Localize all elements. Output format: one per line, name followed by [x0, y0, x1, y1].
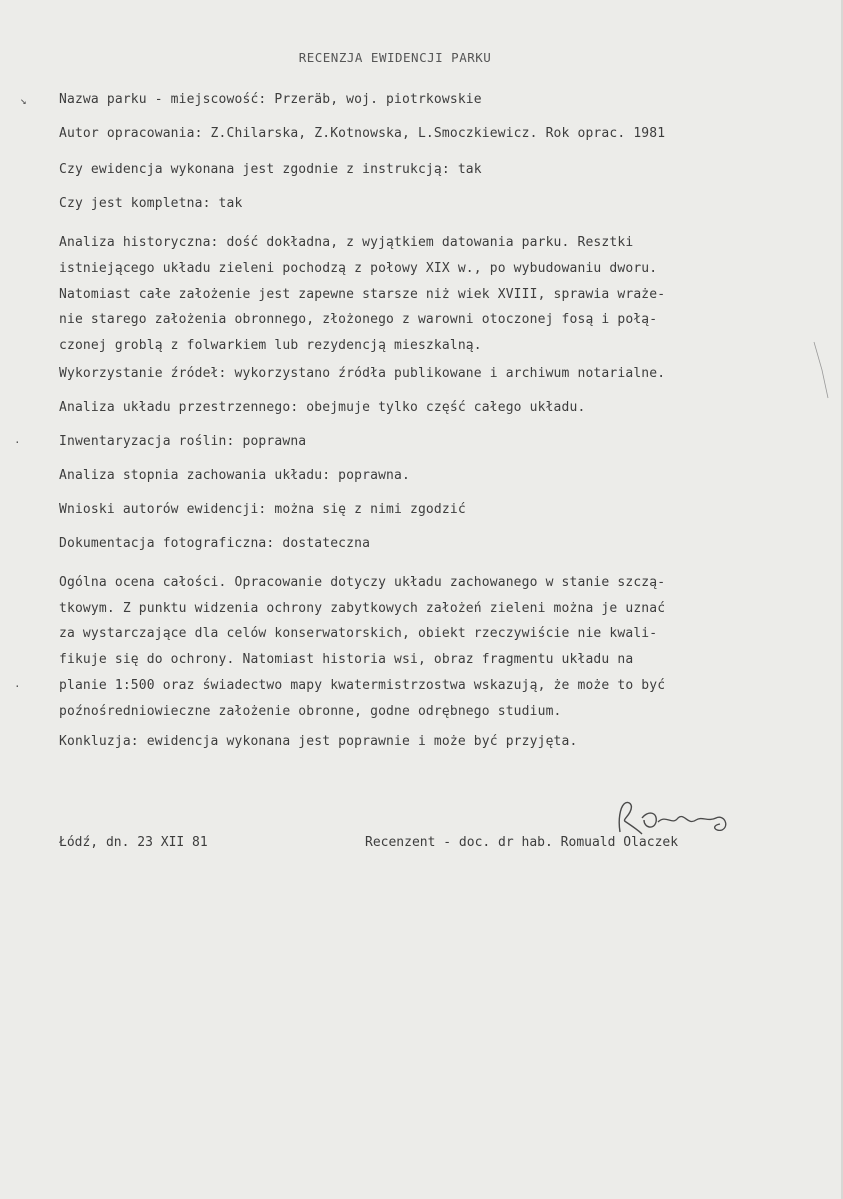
- line-conclusion: Konkluzja: ewidencja wykonana jest poprawnie i może być przyjęta.: [59, 734, 578, 749]
- margin-mark-icon: ·: [14, 680, 21, 693]
- line-conclusions: Wnioski autorów ewidencji: można się z nimi zgodzić: [59, 502, 466, 517]
- line-photo: Dokumentacja fotograficzna: dostateczna: [59, 536, 371, 551]
- paragraph-historical: Analiza historyczna: dość dokładna, z wyjątkiem datowania parku. Resztki istniejącego układu zieleni pochodzą z połowy XIX w., po wybudowaniu dworu. Natomiast całe założenie jest zapewne starsze niż wiek XVIII, sprawia wraże- nie starego założenia obronnego, złożonego z warowni otoczonej fosą i połą- czonej groblą z folwarkiem lub rezydencją mieszkalną.: [59, 235, 666, 354]
- line-sources: Wykorzystanie źródeł: wykorzystano źródła publikowane i archiwum notarialne.: [59, 366, 666, 381]
- paragraph-overall: Ogólna ocena całości. Opracowanie dotyczy układu zachowanego w stanie szczą- tkowym. Z punktu widzenia ochrony zabytkowych założeń zieleni można je uznać za wystarczające dla celów konserwatorskich, obiekt rzeczywiście nie kwali- fikuje się do ochrony. Natomiast historia wsi, obraz fragmentu układu na planie 1:500 oraz świadectwo mapy kwatermistrzostwa wskazują, że może to być poźnośredniowieczne założenie obronne, godne odrębnego studium.: [59, 575, 666, 719]
- document-title: RECENZJA EWIDENCJI PARKU: [298, 50, 492, 65]
- place-date: Łódź, dn. 23 XII 81: [59, 835, 208, 850]
- margin-mark-icon: ↘: [20, 94, 27, 107]
- reviewer-line: Recenzent - doc. dr hab. Romuald Olaczek: [365, 835, 679, 850]
- line-park-name: Nazwa parku - miejscowość: Przeräb, woj. piotrkowskie: [59, 92, 482, 107]
- line-preservation: Analiza stopnia zachowania układu: poprawna.: [59, 468, 410, 483]
- line-spatial: Analiza układu przestrzennego: obejmuje tylko część całego układu.: [59, 400, 586, 415]
- line-instruction: Czy ewidencja wykonana jest zgodnie z instrukcją: tak: [59, 162, 482, 177]
- pencil-mark-icon: [812, 340, 832, 400]
- line-authors: Autor opracowania: Z.Chilarska, Z.Kotnowska, L.Smoczkiewicz. Rok oprac. 1981: [59, 126, 666, 141]
- line-inventory: Inwentaryzacja roślin: poprawna: [59, 434, 307, 449]
- line-complete: Czy jest kompletna: tak: [59, 196, 243, 211]
- margin-mark-icon: ·: [14, 436, 21, 449]
